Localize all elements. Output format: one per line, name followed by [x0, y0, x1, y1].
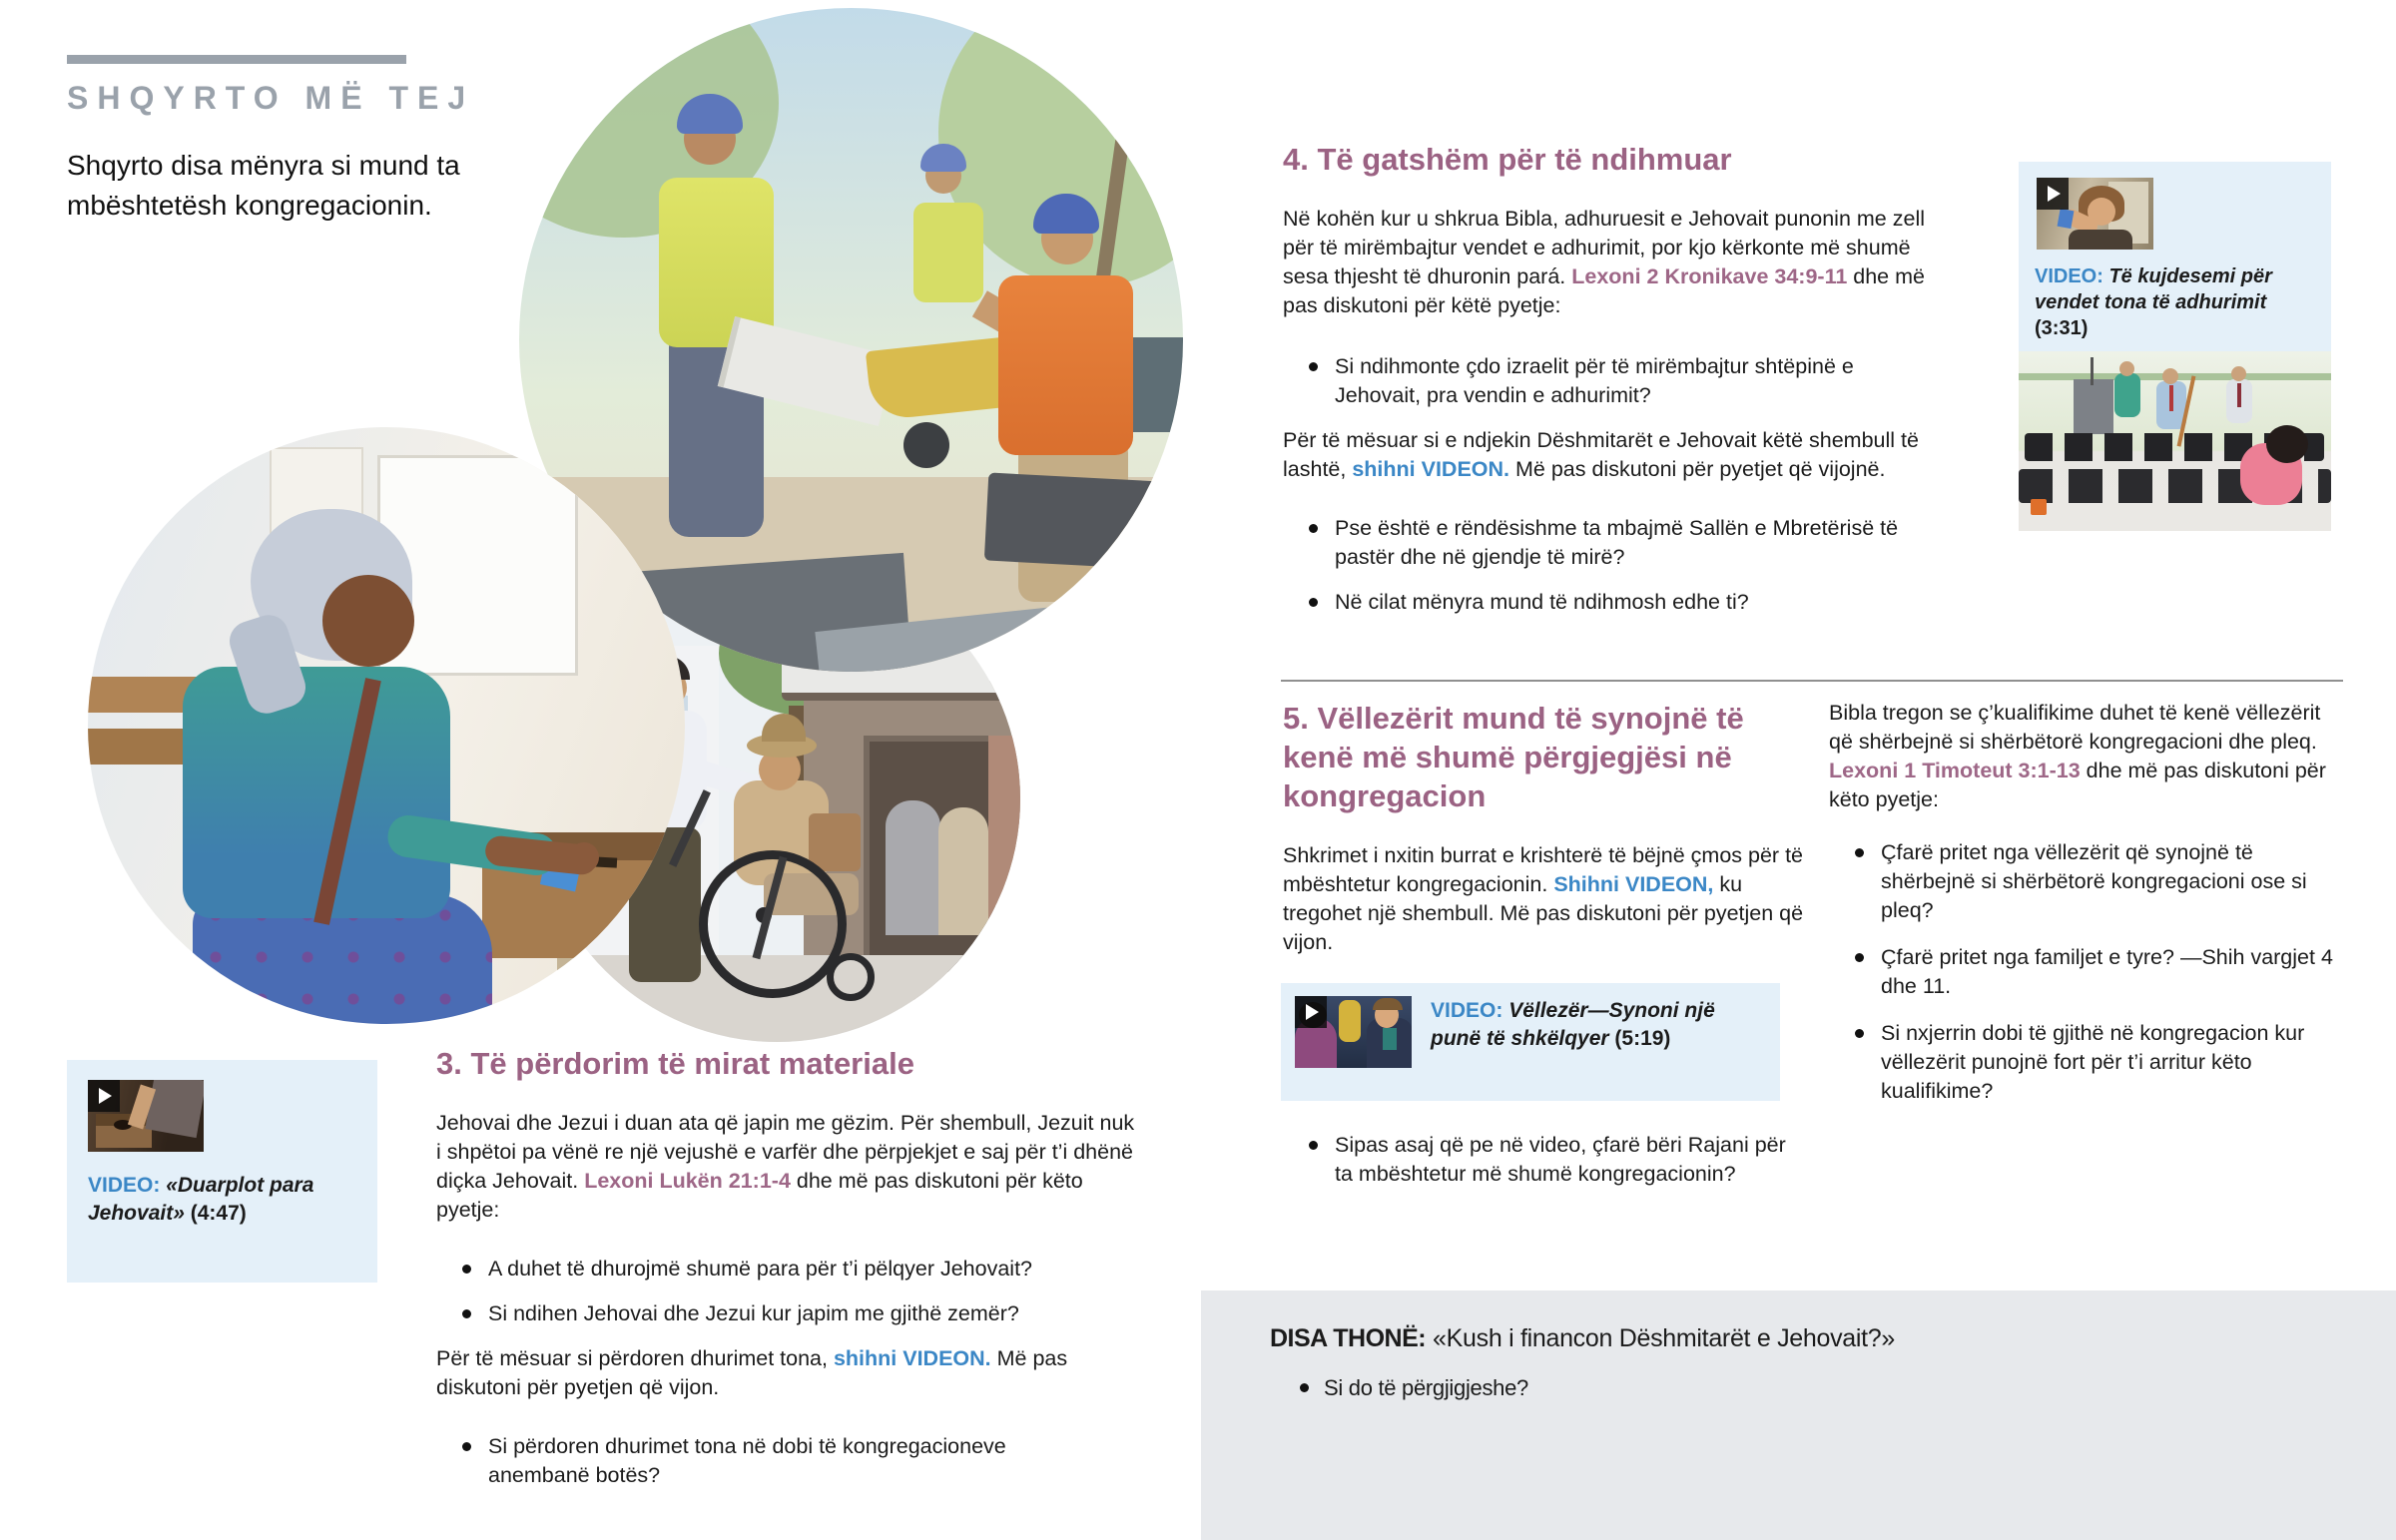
art-dress-torso	[183, 667, 450, 918]
video-label: VIDEO:	[1431, 999, 1503, 1022]
play-triangle	[99, 1088, 112, 1104]
kicker-title: SHQYRTO MË TEJ	[67, 80, 475, 116]
bullet-text: Si ndihen Jehovai dhe Jezui kur japim me gjithë zemër?	[488, 1301, 1019, 1325]
illustration-woman-donating	[88, 427, 685, 1024]
video-card-vellezer	[1281, 983, 1780, 1101]
bullet-text: Çfarë pritet nga vëllezërit që synojnë të shërbejnë si shërbëtorë kongregacioni ose si pleq?	[1881, 840, 2307, 922]
bullet-text: Pse është e rëndësishme ta mbajmë Sallën e Mbretërisë të pastër dhe në gjendje të mirë?	[1335, 516, 1899, 569]
paragraph	[436, 1109, 1135, 1225]
bullet-text: Si ndihmonte çdo izraelit për të mirëmbajtur shtëpinë e Jehovait, pra vendin e adhurimit?	[1335, 354, 1854, 407]
bullet-dot	[1855, 848, 1864, 857]
paragraph	[1283, 841, 1807, 957]
art-hair	[1373, 998, 1403, 1010]
scripture-link[interactable]: Lexoni 2 Kronikave 34:9-11	[1571, 264, 1848, 288]
bullet-text: Çfarë pritet nga familjet e tyre? —Shih vargjet 4 dhe 11.	[1881, 945, 2333, 998]
bullet-dot	[1309, 362, 1318, 371]
video-title[interactable]: Të kujdesemi për vendet tona të adhurimit	[2035, 265, 2272, 313]
art-tie	[2237, 383, 2241, 407]
art-person-yellow	[1339, 1000, 1361, 1042]
paragraph	[1829, 699, 2345, 814]
section-4	[1283, 140, 1958, 633]
disa-thone-box	[1201, 1290, 2396, 1540]
bullet-dot	[462, 1309, 471, 1318]
paragraph-text: Për të mësuar si përdoren dhurimet tona,	[436, 1346, 834, 1370]
bullet-text: Në cilat mënyra mund të ndihmosh edhe ti?	[1335, 590, 1749, 614]
paragraph	[1283, 426, 1972, 484]
art-dark-block	[984, 472, 1163, 569]
section-5-heading: 5. Vëllezërit mund të synojnë të kenë më shumë përgjegjësi në kongregacion	[1283, 701, 1744, 813]
art-head	[2162, 368, 2178, 384]
bullet-dot	[462, 1442, 471, 1451]
bullet-dot	[1309, 524, 1318, 533]
section-3	[436, 1044, 1135, 1506]
video-thumbnail[interactable]	[88, 1080, 204, 1152]
paragraph-text: Më pas diskutoni për pyetjet që vijojnë.	[1509, 457, 1886, 481]
video-duration: (4:47)	[190, 1202, 247, 1225]
art-background-person	[938, 807, 988, 935]
paragraph-text: Më pas diskutoni për pyetjen që vijon.	[436, 1346, 1068, 1399]
paragraph-text: dhe më pas diskutoni për këto pyetje:	[436, 1169, 1083, 1222]
question-bullet	[436, 1255, 1135, 1283]
art-bucket	[2031, 499, 2047, 515]
paragraph	[436, 1344, 1095, 1402]
video-title[interactable]: «Duarplot para Jehovait»	[88, 1174, 314, 1225]
art-face	[322, 575, 414, 667]
art-worker-vest	[913, 203, 983, 302]
art-person-teal	[2114, 373, 2140, 417]
art-bag	[809, 813, 861, 871]
play-icon	[88, 1080, 120, 1112]
video-label: VIDEO:	[2035, 265, 2103, 287]
art-head	[2119, 361, 2134, 376]
question-bullet	[1270, 1374, 2268, 1402]
art-wheelchair-front-wheel	[827, 953, 875, 1001]
question-bullet	[1283, 1131, 1794, 1189]
video-caption	[1431, 997, 1765, 1053]
footer-line	[1270, 1322, 2268, 1354]
bullet-text: Si nxjerrin dobi të gjithë në kongregacion kur vëllezërit punojnë fort për t’i arritur këto kualifikime?	[1881, 1021, 2305, 1103]
scripture-link[interactable]: Lexoni Lukën 21:1-4	[584, 1169, 791, 1193]
section-5-left	[1283, 699, 1812, 1205]
art-wheelbarrow-wheel	[903, 422, 949, 468]
paragraph-text: dhe më pas diskutoni për këtë pyetje:	[1283, 264, 1925, 317]
photo-kingdom-hall-cleaning	[2019, 351, 2331, 531]
scripture-link[interactable]: Lexoni 1 Timoteut 3:1-13	[1829, 759, 2081, 782]
video-link[interactable]: shihni VIDEON.	[1352, 457, 1510, 481]
question-bullet	[1283, 588, 1958, 617]
question-bullet	[1829, 838, 2345, 925]
video-link[interactable]: shihni VIDEON.	[833, 1346, 991, 1370]
video-title[interactable]: Vëllezër—Synoni një punë të shkëlqyer	[1431, 999, 1715, 1050]
section-divider	[1281, 680, 2343, 682]
play-triangle	[1306, 1004, 1319, 1020]
bullet-text: A duhet të dhurojmë shumë para për t’i pëlqyer Jehovait?	[488, 1257, 1032, 1281]
art-mic-stand	[2091, 357, 2094, 385]
art-hand	[569, 842, 599, 872]
video-caption	[88, 1172, 359, 1228]
intro-lead: Shqyrto disa mënyra si mund ta mbështetësh kongregacionin.	[67, 150, 460, 221]
video-thumbnail[interactable]	[1295, 996, 1412, 1068]
art-head	[2231, 366, 2246, 381]
question-bullet	[1829, 943, 2345, 1001]
question-bullet	[1283, 352, 1934, 410]
disa-thone-label: DISA THONË:	[1270, 1324, 1427, 1352]
bullet-dot	[1309, 1141, 1318, 1150]
paragraph	[1283, 205, 1958, 320]
video-duration: (5:19)	[1614, 1027, 1671, 1050]
bullet-dot	[462, 1265, 471, 1274]
disa-thone-quote: «Kush i financon Dëshmitarët e Jehovait?»	[1433, 1324, 1896, 1352]
bullet-dot	[1309, 598, 1318, 607]
art-wheelchair-wheel	[699, 850, 847, 998]
video-card-duarplot	[67, 1060, 377, 1283]
art-tie	[2169, 385, 2173, 411]
art-worker-vest-orange	[998, 275, 1133, 455]
section-4-heading: 4. Të gatshëm për të ndihmuar	[1283, 142, 1732, 177]
bullet-text: Si përdoren dhurimet tona në dobi të kongregacioneve anembanë botës?	[488, 1434, 1006, 1487]
paragraph-text: Shkrimet i nxitin burrat e krishterë të bëjnë çmos për të mbështetur kongregacionin.	[1283, 843, 1803, 896]
question-bullet	[1829, 1019, 2345, 1106]
bullet-dot	[1300, 1383, 1309, 1392]
video-thumbnail[interactable]	[2037, 178, 2153, 250]
art-shoulders	[2069, 230, 2132, 250]
question-bullet	[436, 1299, 1135, 1328]
paragraph-text: dhe më pas diskutoni për këto pyetje:	[1829, 759, 2326, 811]
paragraph-text: Për të mësuar si e ndjekin Dëshmitarët e Jehovait këtë shembull të lashtë,	[1283, 428, 1919, 481]
question-bullet	[1283, 514, 1934, 572]
video-card-kujdesemi	[2019, 162, 2331, 351]
bullet-text: Sipas asaj që pe në video, çfarë bëri Rajani për ta mbështetur më shumë kongregacionin?	[1335, 1133, 1786, 1186]
paragraph-text: Jehovai dhe Jezui i duan ata që japin me gëzim. Për shembull, Jezuit nuk i shpëtoi pa vënë re një vejushë e varfër dhe përpjekjet e saj për t’i dhënë diçka Jehovait.	[436, 1111, 1135, 1193]
video-label: VIDEO:	[88, 1174, 161, 1197]
kicker-bar	[67, 55, 406, 64]
video-duration: (3:31)	[2035, 317, 2089, 339]
bullet-dot	[1855, 953, 1864, 962]
video-link[interactable]: Shihni VIDEON,	[1553, 872, 1714, 896]
question-bullet	[436, 1432, 1107, 1490]
paragraph-text: Në kohën kur u shkrua Bibla, adhuruesit e Jehovait punonin me zell për të mirëmbajtur vendet e adhurimit, por kjo kërkonte më shumë sesa thjesht të dhuronin pará.	[1283, 207, 1925, 288]
bullet-dot	[1855, 1029, 1864, 1038]
art-shirt-teal	[1383, 1028, 1397, 1050]
play-icon	[2037, 178, 2069, 210]
art-background-person	[886, 800, 940, 935]
paragraph-text: Bibla tregon se ç’kualifikime duhet të kenë vëllezërit që shërbejnë si shërbëtorë kongregacioni dhe pleq.	[1829, 701, 2321, 754]
art-hair	[2266, 425, 2308, 463]
bullet-text: Si do të përgjigjeshe?	[1324, 1375, 1528, 1400]
play-icon	[1295, 996, 1327, 1028]
art-podium	[2074, 379, 2113, 434]
video-caption	[2035, 263, 2322, 341]
section-3-heading: 3. Të përdorim të mirat materiale	[436, 1046, 914, 1081]
paragraph-text: ku tregohet një shembull. Më pas diskutoni për pyetjen që vijon.	[1283, 872, 1804, 954]
play-triangle	[2048, 186, 2061, 202]
section-5-right	[1829, 699, 2345, 1122]
